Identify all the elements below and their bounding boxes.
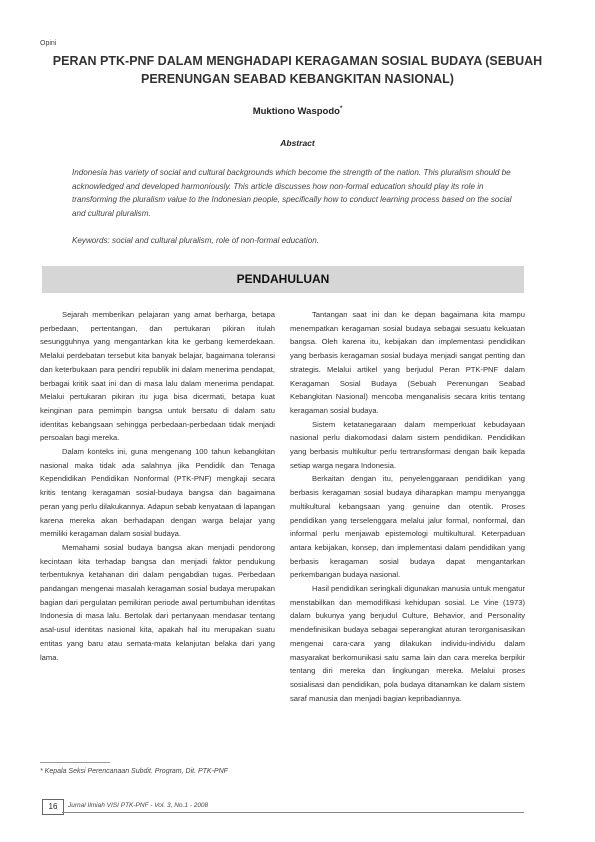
paragraph: Sistem ketatanegaraan dalam memperkuat kebudayaan nasional perlu diakomodasi dalam sistem pendidikan. Pendidikan yang berbasis multikultur perlu tertransformasi dengan baik kepada setiap warga negara Indonesia. [290, 419, 525, 470]
author-footnote-mark: * [339, 106, 343, 112]
journal-citation: Jurnal Ilmiah VISI PTK-PNF - Vol. 3, No.1 - 2008 [68, 802, 209, 809]
article-title: PERAN PTK-PNF DALAM MENGHADAPI KERAGAMAN SOSIAL BUDAYA (SEBUAH PERENUNGAN SEABAD KEBANGKITAN NASIONAL) [52, 54, 543, 86]
section-label: Opini [40, 40, 57, 47]
footnote-divider [40, 762, 110, 763]
footer-divider [62, 812, 524, 813]
abstract-text: Indonesia has variety of social and cultural backgrounds which become the strength of the nation. This pluralism should be acknowledged and developed harmoniously. This article discusses how non-formal education should play its role in transforming the pluralism value to the Indonesian people, specifically how to conduct learning process based on the social and cultural pluralism. [72, 168, 512, 218]
footnote: * Kepala Seksi Perencanaan Subdit. Program, Dit. PTK-PNF [40, 768, 228, 775]
author-name: Muktiono Waspodo [252, 106, 340, 118]
paragraph: Sejarah memberikan pelajaran yang amat berharga, betapa perbedaan, pertentangan, dan pertukaran pikiran itulah sesungguhnya yang mengantarkan kita ke gerbang kemerdekaan. Melalui perdebatan tersebut kita banyak belajar, bagaimana toleransi dan keterbukaan para pendiri republik ini dalam menerima pendapat, berbagai kritik saat ini dan di masa lalu dalam menerima pendapat. Melalui pertukaran pikiran itu juga bisa dicermati, betapa kuat keinginan para pemimpin bangsa untuk bersatu di dalam satu identitas kebangsaan sehingga perbedaan-perbedaan tidak menjadi persoalan bagi mereka. [40, 310, 275, 443]
body-column-left [40, 308, 275, 664]
page-number: 16 [42, 799, 64, 815]
paragraph: Berkaitan dengan itu, penyelenggaraan pendidikan yang berbasis keragaman sosial budaya diharapkan mampu menyangga multikultural kebangsaan yang genuine dan otentik. Proses pendidikan yang terselenggara melalui jalur formal, nonformal, dan informal perlu menjawab epistemologi multikultural. Keterpaduan antara kebijakan, konsep, dan implementasi dalam pendidikan yang berbasis keragaman sosial budaya dapat mengantarkan perkembangan budaya nasional. [290, 474, 525, 580]
paragraph: Tantangan saat ini dan ke depan bagaimana kita mampu menempatkan keragaman sosial budaya sebagai sesuatu kekuatan bangsa. Oleh karena itu, kebijakan dan implementasi pendidikan yang berbasis keragaman sosial budaya menjadi sangat penting dan strategis. Melalui artikel yang berjudul Peran PTK-PNF dalam Keragaman Sosial Budaya (Sebuah Perenungan Seabad Kebangkitan Nasional) mencoba menganalisis secara kritis tentang keragaman sosial budaya. [290, 310, 525, 415]
abstract-heading: Abstract [280, 138, 315, 148]
body-column-right [290, 308, 525, 705]
paragraph: Hasil pendidikan seringkali digunakan manusia untuk mengatur menstabilkan dan memodifikasi kehidupan sosial. Le Vine (1973) dalam bukunya yang berjudul Culture, Behavior, and Personality mendefinisikan budaya sebagai seperangkat aturan terorganisasikan mengenai cara-cara yang dilakukan individu-individu dalam masyarakat berkomunikasi satu sama lain dan cara mereka berpikir tentang diri mereka dan lingkungan mereka. Melalui proses sosialisasi dan pendidikan, pola budaya ditanamkan ke dalam sistem saraf manusia dan menjadi bagian kepribadiannya. [290, 584, 525, 703]
author [40, 106, 555, 117]
paragraph: Dalam konteks ini, guna mengenang 100 tahun kebangkitan nasional maka tidak ada salahnya jika Pendidik dan Tenaga Kependidikan Pendidikan Nonformal (PTK-PNF) mengkaji secara kritis tentang keragaman sosial-budaya bangsa dan bagaimana peran yang perlu dilakukannya. Adapun sebab kenyataan di lapangan karena mereka akan berhadapan dengan warga belajar yang memiliki keragaman dalam sosial budaya. [40, 447, 275, 539]
keywords: Keywords: social and cultural pluralism, role of non-formal education. [72, 236, 319, 245]
section-heading: PENDAHULUAN [42, 266, 524, 293]
paragraph: Memahami sosial budaya bangsa akan menjadi pendorong kecintaan kita terhadap bangsa dan menjadi faktor pendukung terbentuknya ketahanan diri dalam pengabdian tugas. Perbedaan pandangan mengenai masalah keragaman sosial budaya merupakan bagian dari pergulatan pemikiran periode awal pertumbuhan identitas Indonesia di masa lalu. Bertolak dari pertanyaan mendasar tentang asal-usul identitas nasional kita, apakah hal itu merupakan suatu entitas yang baru atau semata-mata kelanjutan belaka dari yang lama. [40, 542, 275, 662]
